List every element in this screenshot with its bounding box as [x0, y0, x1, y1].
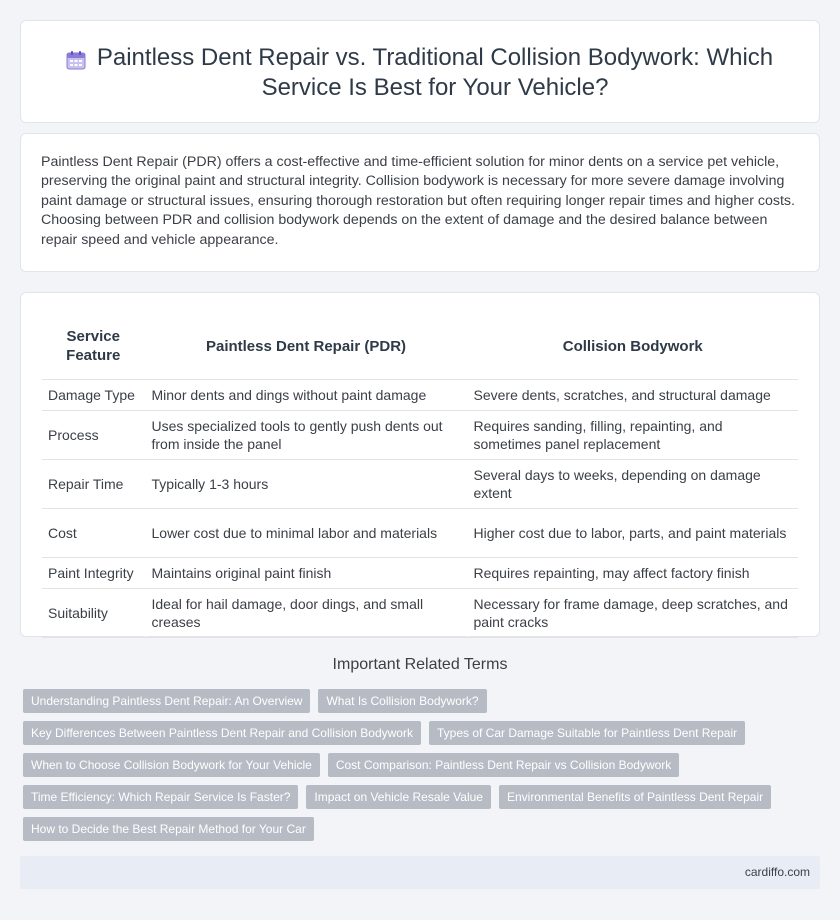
- table-row: [42, 557, 798, 588]
- row-feature: Damage Type: [42, 379, 145, 410]
- related-term-link[interactable]: Environmental Benefits of Paintless Dent Repair: [499, 785, 771, 809]
- related-terms-list: [23, 689, 783, 841]
- related-term-link[interactable]: When to Choose Collision Bodywork for Your Vehicle: [23, 753, 320, 777]
- table-header-row: [42, 316, 798, 379]
- row-collision-value: Requires repainting, may affect factory finish: [467, 557, 798, 588]
- table-row: [42, 508, 798, 557]
- table-row: [42, 379, 798, 410]
- row-collision-value: Requires sanding, filling, repainting, and sometimes panel replacement: [467, 410, 798, 459]
- header-collision: Collision Bodywork: [467, 316, 798, 379]
- row-collision-value: Necessary for frame damage, deep scratches, and paint cracks: [467, 588, 798, 637]
- related-term-link[interactable]: How to Decide the Best Repair Method for Your Car: [23, 817, 314, 841]
- table-row: [42, 410, 798, 459]
- related-term-link[interactable]: Cost Comparison: Paintless Dent Repair vs Collision Bodywork: [328, 753, 679, 777]
- row-feature: Paint Integrity: [42, 557, 145, 588]
- footer: [20, 856, 820, 889]
- row-feature: Repair Time: [42, 459, 145, 508]
- footer-site-link[interactable]: cardiffo.com: [744, 865, 810, 879]
- related-term-link[interactable]: What Is Collision Bodywork?: [318, 689, 486, 713]
- row-pdr-value: Uses specialized tools to gently push dents out from inside the panel: [145, 410, 467, 459]
- page-title: Paintless Dent Repair vs. Traditional Collision Bodywork: Which Service Is Best for Your Vehicle?: [96, 44, 774, 101]
- row-pdr-value: Ideal for hail damage, door dings, and small creases: [145, 588, 467, 637]
- row-feature: Cost: [42, 508, 145, 557]
- title-card: [20, 20, 820, 123]
- row-collision-value: Several days to weeks, depending on damage extent: [467, 459, 798, 508]
- header-pdr: Paintless Dent Repair (PDR): [145, 316, 467, 379]
- related-term-link[interactable]: Understanding Paintless Dent Repair: An Overview: [23, 689, 310, 713]
- row-pdr-value: Lower cost due to minimal labor and materials: [145, 508, 467, 557]
- comparison-table: [42, 316, 798, 638]
- intro-card: [20, 133, 820, 272]
- header-service-feature: Service Feature: [42, 316, 145, 379]
- related-term-link[interactable]: Time Efficiency: Which Repair Service Is Faster?: [23, 785, 298, 809]
- related-term-link[interactable]: Key Differences Between Paintless Dent Repair and Collision Bodywork: [23, 721, 421, 745]
- related-term-link[interactable]: Types of Car Damage Suitable for Paintless Dent Repair: [429, 721, 745, 745]
- table-row: [42, 588, 798, 637]
- table-row: [42, 459, 798, 508]
- row-collision-value: Severe dents, scratches, and structural damage: [467, 379, 798, 410]
- row-pdr-value: Maintains original paint finish: [145, 557, 467, 588]
- row-feature: Process: [42, 410, 145, 459]
- row-feature: Suitability: [42, 588, 145, 637]
- related-term-link[interactable]: Impact on Vehicle Resale Value: [306, 785, 491, 809]
- related-terms-heading: Important Related Terms: [332, 656, 508, 673]
- comparison-table-card: [20, 292, 820, 637]
- row-pdr-value: Minor dents and dings without paint damage: [145, 379, 467, 410]
- row-pdr-value: Typically 1-3 hours: [145, 459, 467, 508]
- row-collision-value: Higher cost due to labor, parts, and paint materials: [467, 508, 798, 557]
- intro-paragraph: Paintless Dent Repair (PDR) offers a cost-effective and time-efficient solution for minor dents on a service pet vehicle, preserving the original paint and structural integrity. Collision bodywork is necessary for more severe damage involving paint damage or structural issues, ensuring thorough restoration but often requiring longer repair times and higher costs. Choosing between PDR and collision bodywork depends on the extent of damage and the desired balance between repair speed and vehicle appearance.: [41, 154, 795, 248]
